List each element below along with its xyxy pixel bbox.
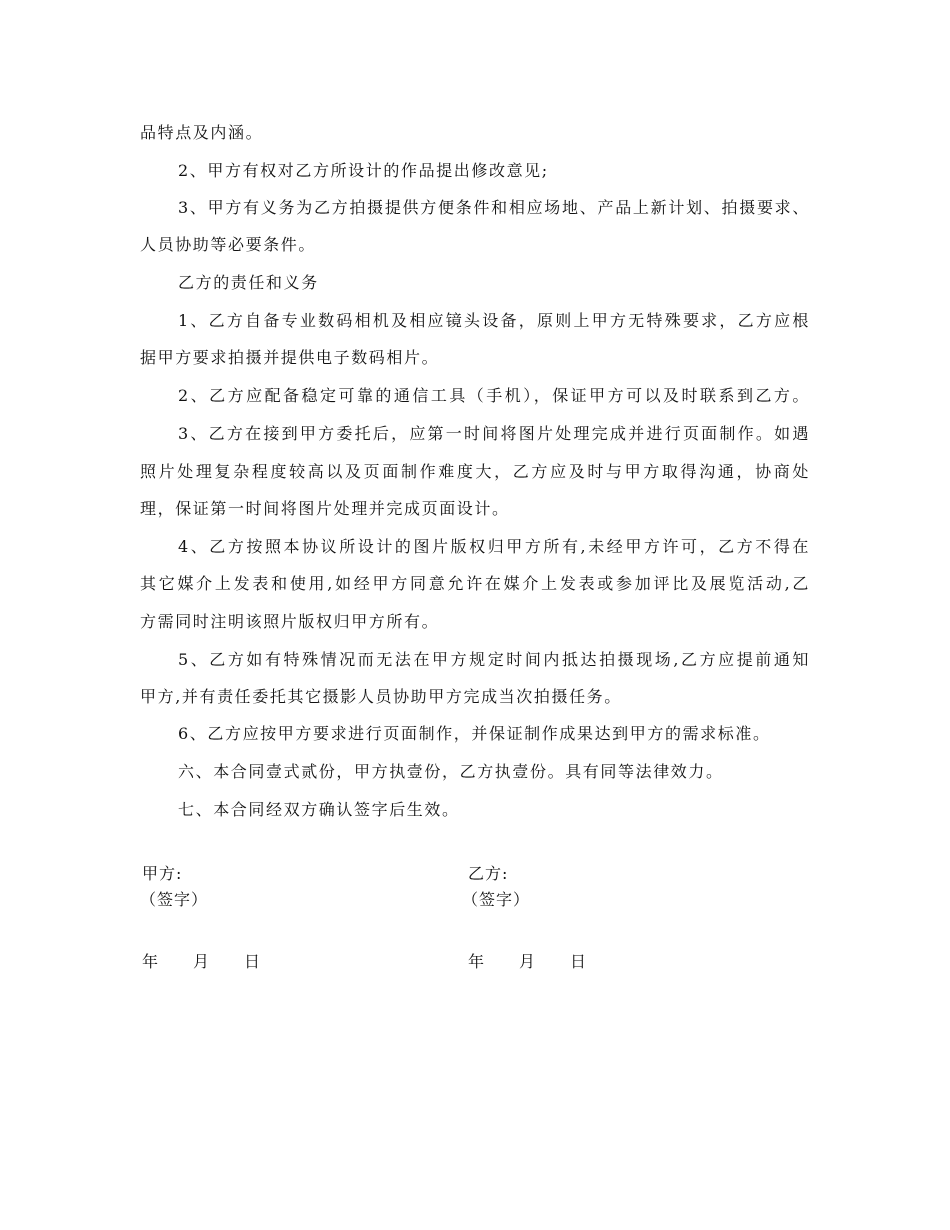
paragraph-line: 七、本合同经双方确认签字后生效。 <box>178 800 460 819</box>
paragraph-line: 2、甲方有权对乙方所设计的作品提出修改意见; <box>178 161 549 180</box>
paragraph-line: 3、甲方有义务为乙方拍摄提供方便条件和相应场地、产品上新计划、拍摄要求、 <box>178 198 810 217</box>
party-b-signature: （签字） <box>462 890 531 909</box>
party-b-label: 乙方: <box>468 864 509 883</box>
paragraph-line: 六、本合同壹式贰份，甲方执壹份，乙方执壹份。具有同等法律效力。 <box>178 762 724 781</box>
party-b-date: 年 月 日 <box>468 952 588 971</box>
paragraph-line: 4、乙方按照本协议所设计的图片版权归甲方所有,未经甲方许可，乙方不得在 <box>178 537 810 556</box>
party-a-date: 年 月 日 <box>142 952 262 971</box>
section-heading: 乙方的责任和义务 <box>178 273 319 292</box>
paragraph-line: 6、乙方应按甲方要求进行页面制作，并保证制作成果达到甲方的需求标准。 <box>178 724 771 743</box>
paragraph-line: 照片处理复杂程度较高以及页面制作难度大，乙方应及时与甲方取得沟通，协商处 <box>140 462 810 481</box>
paragraph-line: 据甲方要求拍摄并提供电子数码相片。 <box>140 348 440 367</box>
paragraph-line: 人员协助等必要条件。 <box>140 235 317 254</box>
paragraph-line: 品特点及内涵。 <box>140 123 264 142</box>
paragraph-line: 甲方,并有责任委托其它摄影人员协助甲方完成当次拍摄任务。 <box>140 687 622 706</box>
party-a-label: 甲方: <box>142 864 183 883</box>
paragraph-line: 2、乙方应配备稳定可靠的通信工具（手机），保证甲方可以及时联系到乙方。 <box>178 386 810 405</box>
paragraph-line: 方需同时注明该照片版权归甲方所有。 <box>140 612 440 631</box>
paragraph-line: 3、乙方在接到甲方委托后，应第一时间将图片处理完成并进行页面制作。如遇 <box>178 424 810 443</box>
paragraph-line: 5、乙方如有特殊情况而无法在甲方规定时间内抵达拍摄现场,乙方应提前通知 <box>178 650 810 669</box>
paragraph-line: 其它媒介上发表和使用,如经甲方同意允许在媒介上发表或参加评比及展览活动,乙 <box>140 574 810 593</box>
paragraph-line: 1、乙方自备专业数码相机及相应镜头设备，原则上甲方无特殊要求，乙方应根 <box>178 311 810 330</box>
party-a-signature: （签字） <box>140 890 209 909</box>
paragraph-line: 理，保证第一时间将图片处理并完成页面设计。 <box>140 499 510 518</box>
